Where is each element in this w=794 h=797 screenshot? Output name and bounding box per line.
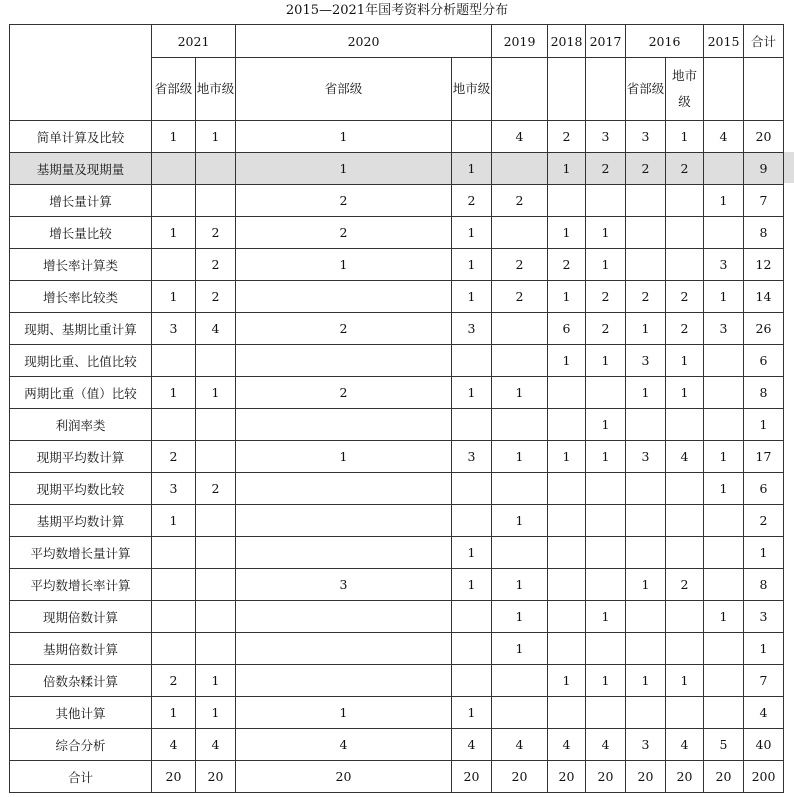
cell-2019: 4 — [492, 729, 548, 761]
cell-2021-city — [196, 505, 236, 537]
cell-2017: 1 — [586, 345, 626, 377]
cell-2020-province: 2 — [236, 217, 452, 249]
level-2018-empty — [548, 58, 586, 121]
cell-2017: 1 — [586, 601, 626, 633]
cell-2018: 1 — [548, 153, 586, 185]
cell-2015 — [704, 505, 744, 537]
cell-2018: 2 — [548, 121, 586, 153]
cell-2021-city: 2 — [196, 473, 236, 505]
cell-2019: 4 — [492, 121, 548, 153]
cell-2016-province — [626, 537, 666, 569]
row-label: 增长率计算类 — [10, 249, 152, 281]
cell-2020-city: 2 — [452, 185, 492, 217]
cell-2019: 2 — [492, 185, 548, 217]
cell-2016-province: 2 — [626, 281, 666, 313]
cell-2020-province: 4 — [236, 729, 452, 761]
cell-2015 — [704, 345, 744, 377]
cell-2021-city — [196, 441, 236, 473]
cell-2020-province: 1 — [236, 121, 452, 153]
cell-2019: 1 — [492, 505, 548, 537]
cell-2016-province: 1 — [626, 569, 666, 601]
cell-2021-province — [152, 249, 196, 281]
cell-2016-city: 1 — [666, 121, 704, 153]
cell-2015 — [704, 697, 744, 729]
year-2018: 2018 — [548, 25, 586, 58]
cell-total: 1 — [744, 537, 784, 569]
question-type-table — [9, 24, 784, 793]
cell-2016-city — [666, 473, 704, 505]
cell-2017: 3 — [586, 121, 626, 153]
cell-2016-city: 1 — [666, 665, 704, 697]
cell-2021-province: 20 — [152, 761, 196, 793]
cell-2019 — [492, 153, 548, 185]
level-2021-city: 地市级 — [196, 58, 236, 121]
cell-2016-city — [666, 697, 704, 729]
cell-2016-province — [626, 249, 666, 281]
cell-2016-city: 1 — [666, 345, 704, 377]
table-row — [10, 185, 784, 217]
cell-2017: 1 — [586, 217, 626, 249]
cell-2020-city: 4 — [452, 729, 492, 761]
cell-2019: 20 — [492, 761, 548, 793]
row-label: 现期、基期比重计算 — [10, 313, 152, 345]
cell-2016-province — [626, 505, 666, 537]
cell-2018 — [548, 185, 586, 217]
cell-2020-city — [452, 121, 492, 153]
cell-2015 — [704, 153, 744, 185]
cell-2015 — [704, 537, 744, 569]
table-row — [10, 729, 784, 761]
cell-2021-province: 1 — [152, 697, 196, 729]
cell-2016-province: 20 — [626, 761, 666, 793]
cell-2021-city — [196, 633, 236, 665]
cell-2016-province: 3 — [626, 121, 666, 153]
cell-2017 — [586, 569, 626, 601]
cell-2016-city: 20 — [666, 761, 704, 793]
cell-2021-province — [152, 601, 196, 633]
year-2021: 2021 — [152, 25, 236, 58]
cell-total: 12 — [744, 249, 784, 281]
cell-2021-city — [196, 185, 236, 217]
level-2020-province: 省部级 — [236, 58, 452, 121]
cell-2021-city: 2 — [196, 281, 236, 313]
cell-total: 17 — [744, 441, 784, 473]
cell-2020-city: 1 — [452, 281, 492, 313]
header-corner — [10, 25, 152, 121]
cell-total: 1 — [744, 633, 784, 665]
row-label: 现期倍数计算 — [10, 601, 152, 633]
cell-2021-province: 3 — [152, 313, 196, 345]
cell-2015: 1 — [704, 281, 744, 313]
cell-2016-province — [626, 697, 666, 729]
cell-2020-province: 1 — [236, 441, 452, 473]
cell-2018 — [548, 569, 586, 601]
cell-2020-province — [236, 601, 452, 633]
cell-2016-city — [666, 409, 704, 441]
cell-2021-province — [152, 569, 196, 601]
table-row — [10, 409, 784, 441]
cell-2019 — [492, 697, 548, 729]
cell-total: 8 — [744, 377, 784, 409]
cell-2021-province: 4 — [152, 729, 196, 761]
table-row — [10, 153, 784, 185]
header-row-years — [10, 25, 784, 58]
cell-2016-province: 1 — [626, 665, 666, 697]
cell-2019 — [492, 409, 548, 441]
cell-2017: 4 — [586, 729, 626, 761]
cell-2021-city — [196, 569, 236, 601]
cell-total: 6 — [744, 473, 784, 505]
cell-2020-city: 20 — [452, 761, 492, 793]
cell-total: 26 — [744, 313, 784, 345]
row-label: 现期平均数计算 — [10, 441, 152, 473]
cell-2021-city: 20 — [196, 761, 236, 793]
cell-2020-city — [452, 409, 492, 441]
cell-2020-province: 1 — [236, 249, 452, 281]
cell-2017: 20 — [586, 761, 626, 793]
cell-2016-province — [626, 185, 666, 217]
cell-2021-province: 2 — [152, 665, 196, 697]
cell-2016-city: 1 — [666, 377, 704, 409]
cell-2020-province: 1 — [236, 153, 452, 185]
row-label: 综合分析 — [10, 729, 152, 761]
cell-2019: 1 — [492, 633, 548, 665]
cell-2021-province: 1 — [152, 377, 196, 409]
level-2015-empty — [704, 58, 744, 121]
cell-2021-province: 1 — [152, 505, 196, 537]
cell-2018 — [548, 473, 586, 505]
cell-2021-province — [152, 345, 196, 377]
cell-2015: 3 — [704, 313, 744, 345]
cell-2021-province — [152, 537, 196, 569]
row-label: 合计 — [10, 761, 152, 793]
cell-2021-province — [152, 409, 196, 441]
cell-2016-city: 2 — [666, 281, 704, 313]
cell-2020-province — [236, 665, 452, 697]
cell-2021-city — [196, 409, 236, 441]
cell-2020-province: 3 — [236, 569, 452, 601]
table-row — [10, 121, 784, 153]
cell-2019: 1 — [492, 441, 548, 473]
cell-2019 — [492, 313, 548, 345]
row-label: 平均数增长量计算 — [10, 537, 152, 569]
cell-2020-province: 20 — [236, 761, 452, 793]
cell-2015: 3 — [704, 249, 744, 281]
cell-2018: 6 — [548, 313, 586, 345]
cell-2015: 1 — [704, 473, 744, 505]
cell-2015: 1 — [704, 185, 744, 217]
cell-2016-city — [666, 185, 704, 217]
cell-2017: 2 — [586, 153, 626, 185]
cell-total: 7 — [744, 185, 784, 217]
cell-total: 9 — [744, 153, 784, 185]
cell-2015 — [704, 569, 744, 601]
cell-2015: 5 — [704, 729, 744, 761]
cell-2021-province: 3 — [152, 473, 196, 505]
cell-total: 40 — [744, 729, 784, 761]
cell-2015 — [704, 409, 744, 441]
cell-2016-province: 3 — [626, 345, 666, 377]
cell-2019: 1 — [492, 601, 548, 633]
cell-2019: 1 — [492, 377, 548, 409]
cell-2015: 1 — [704, 601, 744, 633]
cell-2021-province: 1 — [152, 121, 196, 153]
cell-2016-city — [666, 217, 704, 249]
cell-2019 — [492, 345, 548, 377]
cell-2015 — [704, 377, 744, 409]
year-2017: 2017 — [586, 25, 626, 58]
cell-2020-province — [236, 633, 452, 665]
table-row — [10, 665, 784, 697]
table-row — [10, 569, 784, 601]
cell-2021-city: 1 — [196, 697, 236, 729]
cell-2020-province: 2 — [236, 185, 452, 217]
row-label: 简单计算及比较 — [10, 121, 152, 153]
cell-2018: 1 — [548, 217, 586, 249]
cell-2020-province — [236, 473, 452, 505]
level-2019-empty — [492, 58, 548, 121]
cell-2018 — [548, 633, 586, 665]
cell-2021-city: 4 — [196, 729, 236, 761]
row-label: 增长量比较 — [10, 217, 152, 249]
cell-2020-city: 3 — [452, 313, 492, 345]
cell-2020-province — [236, 505, 452, 537]
cell-2016-city: 4 — [666, 441, 704, 473]
cell-2017: 1 — [586, 441, 626, 473]
cell-2020-province — [236, 537, 452, 569]
cell-2020-city: 3 — [452, 441, 492, 473]
cell-2017 — [586, 185, 626, 217]
level-2017-empty — [586, 58, 626, 121]
cell-2018 — [548, 537, 586, 569]
year-2019: 2019 — [492, 25, 548, 58]
cell-2021-city: 1 — [196, 121, 236, 153]
cell-2021-province — [152, 185, 196, 217]
cell-2019 — [492, 217, 548, 249]
year-2015: 2015 — [704, 25, 744, 58]
cell-2017: 1 — [586, 665, 626, 697]
year-2020: 2020 — [236, 25, 492, 58]
cell-2017 — [586, 377, 626, 409]
cell-2018 — [548, 697, 586, 729]
cell-total: 7 — [744, 665, 784, 697]
cell-2021-city — [196, 537, 236, 569]
table-row — [10, 473, 784, 505]
row-label: 倍数杂糅计算 — [10, 665, 152, 697]
cell-2016-province — [626, 601, 666, 633]
level-2016-province: 省部级 — [626, 58, 666, 121]
table-row — [10, 377, 784, 409]
cell-2016-province: 2 — [626, 153, 666, 185]
cell-2016-city — [666, 537, 704, 569]
table-row — [10, 761, 784, 793]
cell-total: 14 — [744, 281, 784, 313]
cell-2020-city: 1 — [452, 153, 492, 185]
cell-2020-province — [236, 281, 452, 313]
cell-2016-province: 3 — [626, 729, 666, 761]
cell-2017: 2 — [586, 281, 626, 313]
cell-2020-city — [452, 345, 492, 377]
cell-2017: 2 — [586, 313, 626, 345]
cell-2017 — [586, 697, 626, 729]
cell-2021-city — [196, 601, 236, 633]
cell-2018: 1 — [548, 441, 586, 473]
cell-2016-province — [626, 217, 666, 249]
cell-2016-city — [666, 601, 704, 633]
cell-2020-province: 2 — [236, 377, 452, 409]
cell-2016-city — [666, 505, 704, 537]
cell-2021-city: 2 — [196, 249, 236, 281]
cell-2018 — [548, 601, 586, 633]
cell-2016-city: 2 — [666, 313, 704, 345]
level-2016-city: 地市级 — [666, 58, 704, 121]
cell-2018: 4 — [548, 729, 586, 761]
cell-2018: 1 — [548, 665, 586, 697]
row-label: 利润率类 — [10, 409, 152, 441]
cell-2017 — [586, 633, 626, 665]
cell-2018 — [548, 377, 586, 409]
total-header: 合计 — [744, 25, 784, 58]
cell-2018: 1 — [548, 281, 586, 313]
cell-2017 — [586, 473, 626, 505]
cell-2016-province — [626, 633, 666, 665]
cell-2021-province: 2 — [152, 441, 196, 473]
cell-2021-city — [196, 345, 236, 377]
cell-2018: 1 — [548, 345, 586, 377]
cell-2016-city: 2 — [666, 153, 704, 185]
cell-2020-city: 1 — [452, 217, 492, 249]
cell-2020-city: 1 — [452, 249, 492, 281]
cell-2020-city — [452, 665, 492, 697]
row-label: 增长率比较类 — [10, 281, 152, 313]
table-row — [10, 697, 784, 729]
cell-2018 — [548, 505, 586, 537]
cell-2018 — [548, 409, 586, 441]
table-row — [10, 601, 784, 633]
cell-2020-city: 1 — [452, 569, 492, 601]
table-row — [10, 345, 784, 377]
cell-2017: 1 — [586, 409, 626, 441]
cell-2020-city — [452, 633, 492, 665]
cell-2015: 1 — [704, 441, 744, 473]
cell-2019 — [492, 537, 548, 569]
cell-2015 — [704, 633, 744, 665]
cell-2021-city: 1 — [196, 665, 236, 697]
cell-2020-province: 2 — [236, 313, 452, 345]
row-label: 平均数增长率计算 — [10, 569, 152, 601]
cell-2020-city — [452, 505, 492, 537]
cell-2021-province — [152, 633, 196, 665]
table-row — [10, 633, 784, 665]
cell-2015: 20 — [704, 761, 744, 793]
cell-2020-province — [236, 409, 452, 441]
row-label: 现期平均数比较 — [10, 473, 152, 505]
cell-2016-province — [626, 473, 666, 505]
table-row — [10, 313, 784, 345]
cell-2016-city — [666, 633, 704, 665]
cell-2015 — [704, 217, 744, 249]
cell-2017: 1 — [586, 249, 626, 281]
row-label: 基期量及现期量 — [10, 153, 152, 185]
cell-total: 20 — [744, 121, 784, 153]
cell-2019 — [492, 473, 548, 505]
cell-2021-city: 1 — [196, 377, 236, 409]
level-2021-province: 省部级 — [152, 58, 196, 121]
cell-2016-province: 1 — [626, 377, 666, 409]
cell-total: 6 — [744, 345, 784, 377]
cell-total: 8 — [744, 217, 784, 249]
cell-2016-province: 1 — [626, 313, 666, 345]
table-row — [10, 217, 784, 249]
cell-total: 1 — [744, 409, 784, 441]
cell-2016-city: 4 — [666, 729, 704, 761]
table-title: 2015—2021年国考资料分析题型分布 — [285, 3, 509, 18]
table-row — [10, 505, 784, 537]
cell-2020-province: 1 — [236, 697, 452, 729]
row-label: 两期比重（值）比较 — [10, 377, 152, 409]
table-row — [10, 281, 784, 313]
cell-2018: 20 — [548, 761, 586, 793]
row-label: 基期平均数计算 — [10, 505, 152, 537]
cell-total: 8 — [744, 569, 784, 601]
cell-2019: 2 — [492, 249, 548, 281]
cell-2017 — [586, 537, 626, 569]
cell-2019: 1 — [492, 569, 548, 601]
cell-total: 3 — [744, 601, 784, 633]
cell-2021-city: 2 — [196, 217, 236, 249]
row-label: 基期倍数计算 — [10, 633, 152, 665]
cell-2020-city: 1 — [452, 697, 492, 729]
cell-2017 — [586, 505, 626, 537]
cell-2020-city: 1 — [452, 537, 492, 569]
cell-2020-city — [452, 473, 492, 505]
cell-2019 — [492, 665, 548, 697]
cell-2020-city: 1 — [452, 377, 492, 409]
cell-2021-city: 4 — [196, 313, 236, 345]
level-2020-city: 地市级 — [452, 58, 492, 121]
cell-total: 2 — [744, 505, 784, 537]
cell-2021-province: 1 — [152, 281, 196, 313]
row-label: 现期比重、比值比较 — [10, 345, 152, 377]
cell-2020-province — [236, 345, 452, 377]
level-total-empty — [744, 58, 784, 121]
cell-2019: 2 — [492, 281, 548, 313]
row-label: 其他计算 — [10, 697, 152, 729]
cell-2021-province: 1 — [152, 217, 196, 249]
table-row — [10, 537, 784, 569]
cell-total: 4 — [744, 697, 784, 729]
cell-2021-province — [152, 153, 196, 185]
table-row — [10, 249, 784, 281]
cell-2016-city — [666, 249, 704, 281]
cell-2020-city — [452, 601, 492, 633]
cell-2018: 2 — [548, 249, 586, 281]
table-row — [10, 441, 784, 473]
cell-2016-province: 3 — [626, 441, 666, 473]
cell-2015: 4 — [704, 121, 744, 153]
cell-2016-province — [626, 409, 666, 441]
cell-2016-city: 2 — [666, 569, 704, 601]
cell-2015 — [704, 665, 744, 697]
cell-2021-city — [196, 153, 236, 185]
cell-total: 200 — [744, 761, 784, 793]
row-label: 增长量计算 — [10, 185, 152, 217]
year-2016: 2016 — [626, 25, 704, 58]
